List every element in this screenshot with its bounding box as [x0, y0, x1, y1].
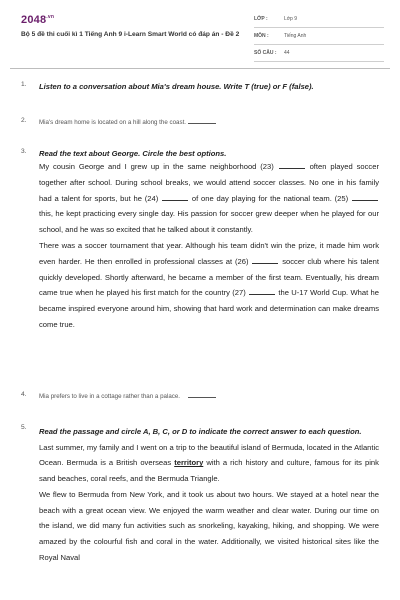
passage-text: There was a soccer tournament that year. Although his team didn't win the prize, it made him work even harder. He then enrolled in professional classes at (26): [39, 240, 379, 266]
answer-blank[interactable]: [188, 117, 216, 124]
passage-text: of one day playing for the national team. (25): [191, 193, 349, 203]
meta-row-subject: [254, 31, 384, 45]
logo-text: 2048: [21, 14, 47, 26]
statement-text: Mia's dream home is located on a hill along the coast.: [39, 119, 187, 126]
passage-paragraph: We flew to Bermuda from New York, and it took us about two hours. We stayed at a hotel near the beach with a great ocean view. We enjoyed the warm weather and clear water. During our time on the island, we did many fun activities such as snorkeling, kayaking, hiking, and shopping. We were amazed by the colourful fish and coral in the water. Additionally, we visited historical sites like the Royal Naval: [39, 489, 379, 563]
passage-text: often played soccer together after school. During school breaks, we would attend soccer classes. No one in his family had a talent for sports, but he (24): [39, 162, 379, 203]
passage-paragraph: [39, 159, 379, 238]
question-instruction: Listen to a conversation about Mia's dream house. Write T (true) or F (false).: [39, 82, 314, 91]
passage-paragraph: [39, 238, 379, 333]
reading-passage: [39, 159, 379, 333]
reading-passage: [39, 440, 379, 566]
exam-meta: [254, 14, 384, 65]
meta-value: Tiếng Anh: [284, 33, 307, 39]
meta-row-class: [254, 14, 384, 28]
answer-blank-27[interactable]: [249, 288, 275, 295]
answer-blank-23[interactable]: [279, 162, 305, 169]
question-number: 5.: [21, 424, 27, 431]
question-number: 2.: [21, 117, 27, 124]
answer-blank-26[interactable]: [252, 257, 278, 264]
meta-key: MÔN :: [254, 33, 269, 39]
page-header: [0, 0, 400, 66]
question-instruction: Read the text about George. Circle the best options.: [39, 149, 227, 158]
passage-text: Last summer, my family and I went on a trip to the beautiful island of Bermuda, located in the Atlantic Ocean. Bermuda is a British overseas: [39, 442, 379, 468]
highlighted-word: territory: [174, 458, 204, 468]
meta-key: LỚP :: [254, 16, 268, 22]
question-number: 1.: [21, 81, 27, 88]
passage-paragraph: [39, 440, 379, 487]
meta-row-count: [254, 48, 384, 62]
question-instruction: Read the passage and circle A, B, C, or D to indicate the correct answer to each question.: [39, 427, 362, 436]
meta-value: Lớp 9: [284, 16, 298, 22]
statement-text: Mia prefers to live in a cottage rather than a palace.: [39, 393, 181, 400]
logo-suffix: .vn: [46, 14, 55, 20]
answer-blank-24[interactable]: [162, 194, 188, 201]
passage-text: with a rich history and culture, famous for its pink sand beaches, coral reefs, and the Bermuda Triangle.: [39, 458, 379, 484]
passage-text: soccer club where his talent quickly developed. Shortly afterward, he became a member of the first team. Eventually, his dream came true when he played his first match for the country (27): [39, 256, 379, 298]
answer-blank[interactable]: [188, 391, 216, 398]
meta-value: 44: [284, 50, 290, 56]
meta-key: SỐ CÂU :: [254, 50, 277, 56]
answer-blank-25[interactable]: [352, 194, 378, 201]
document-title: Bộ 5 đề thi cuối kì 1 Tiếng Anh 9 i-Learn Smart World có đáp án - Đề 2: [21, 31, 240, 38]
question-number: 4.: [21, 391, 27, 398]
question-number: 3.: [21, 148, 27, 155]
passage-text: My cousin George and I grew up in the same neighborhood (23): [39, 162, 274, 171]
site-logo[interactable]: [21, 14, 54, 26]
passage-text: the U-17 World Cup. What he became inspired everyone around him, showing that hard work and determination can make dreams come true.: [39, 288, 379, 329]
header-divider: [10, 68, 390, 69]
passage-text: this, he kept practicing every single day. His passion for soccer grew deeper when he played for our school, and he was so excited that he talked about it constantly.: [39, 209, 379, 235]
